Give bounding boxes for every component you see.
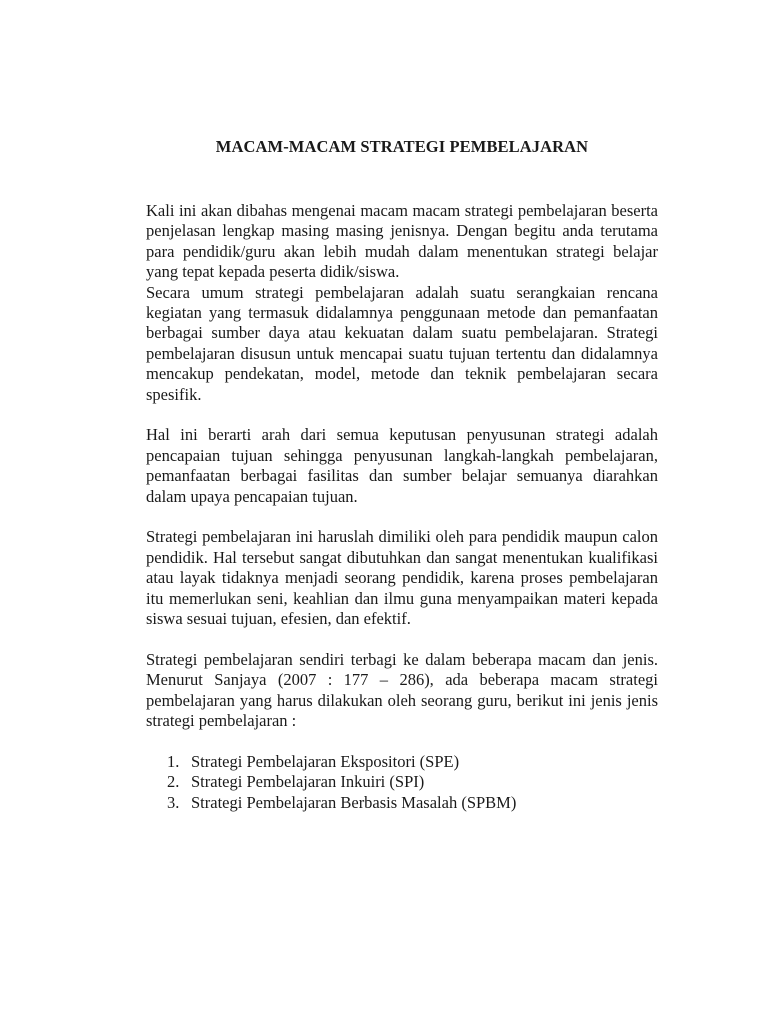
- list-item-number: 1.: [167, 751, 180, 771]
- paragraph-gap: [146, 732, 658, 752]
- list-item-text: Strategi Pembelajaran Ekspositori (SPE): [191, 751, 460, 771]
- paragraph-gap: [146, 507, 658, 527]
- list-item: [167, 772, 658, 792]
- strategy-list: [146, 752, 658, 813]
- paragraph-types-intro: Strategi pembelajaran sendiri terbagi ke dalam beberapa macam dan jenis. Menurut Sanjaya (2007 : 177 – 286), ada beberapa macam strategi pembelajaran yang harus dilakukan oleh seorang guru, berikut ini jenis jenis strategi pembelajaran :: [146, 649, 658, 731]
- list-item-number: 2.: [167, 772, 180, 792]
- paragraph-gap: [146, 405, 658, 425]
- document-title: MACAM-MACAM STRATEGI PEMBELAJARAN: [215, 137, 589, 156]
- paragraph-intro: Kali ini akan dibahas mengenai macam macam strategi pembelajaran beserta penjelasan lengkap masing masing jenisnya. Dengan begitu anda terutama para pendidik/guru akan lebih mudah dalam menentukan strategi belajar yang tepat kepada peserta didik/siswa.: [146, 201, 658, 282]
- document-page: [146, 137, 658, 813]
- list-item-text: Strategi Pembelajaran Inkuiri (SPI): [191, 772, 425, 792]
- paragraph-definition: Secara umum strategi pembelajaran adalah suatu serangkaian rencana kegiatan yang termasuk didalamnya penggunaan metode dan pemanfaatan berbagai sumber daya atau kekuatan dalam suatu pembelajaran. Strategi pembelajaran disusun untuk mencapai suatu tujuan tertentu dan didalamnya mencakup pendekatan, model, metode dan teknik pembelajaran secara spesifik.: [146, 282, 658, 404]
- paragraph-importance: Strategi pembelajaran ini haruslah dimiliki oleh para pendidik maupun calon pendidik. Hal tersebut sangat dibutuhkan dan sangat menentukan kualifikasi atau layak tidaknya menjadi seorang pendidik, karena proses pembelajaran itu memerlukan seni, keahlian dan ilmu guna menyampaikan materi kepada siswa sesuai tujuan, efesien, dan efektif.: [146, 527, 658, 629]
- list-item: [167, 752, 658, 772]
- paragraph-goal: Hal ini berarti arah dari semua keputusan penyusunan strategi adalah pencapaian tujuan sehingga penyusunan langkah-langkah pembelajaran, pemanfaatan berbagai fasilitas dan sumber belajar semuanya diarahkan dalam upaya pencapaian tujuan.: [146, 425, 658, 506]
- list-item: [167, 793, 658, 813]
- paragraph-gap: [146, 630, 658, 650]
- list-item-text: Strategi Pembelajaran Berbasis Masalah (SPBM): [191, 792, 517, 812]
- list-item-number: 3.: [167, 792, 180, 812]
